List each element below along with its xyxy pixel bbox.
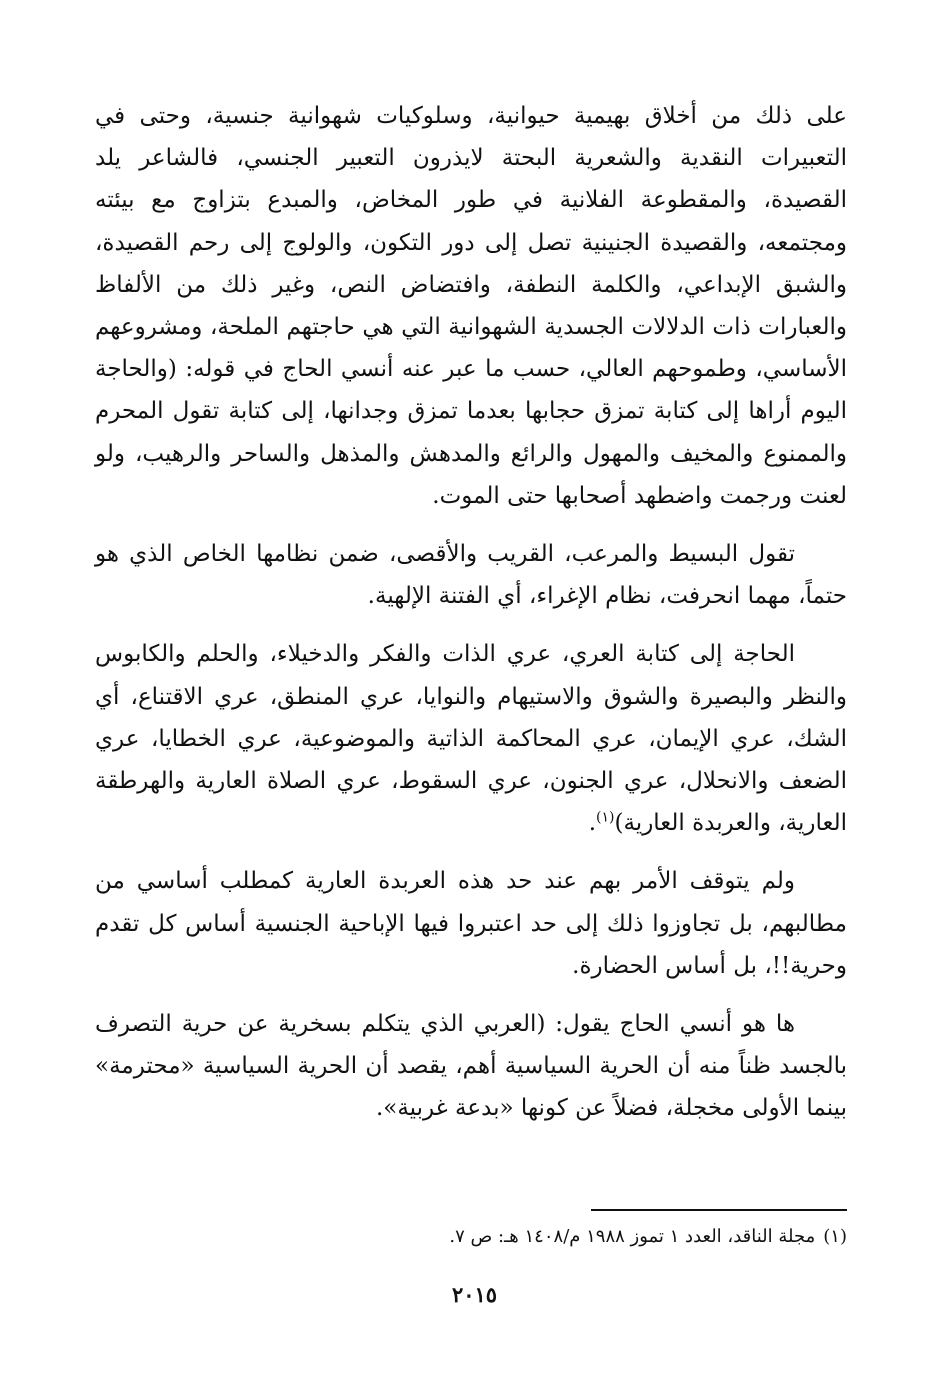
- paragraph-3-text: الحاجة إلى كتابة العري، عري الذات والفكر والدخيلاء، والحلم والكابوس والنظر والبصيرة والشوق والاستيهام والنوايا، عري المنطق، عري الاقتناع، أي الشك، عري الإيمان، عري المحاكمة الذاتية والموضوعية، عري الخطايا، عري الضعف والانحلال، عري الجنون، عري السقوط، عري الصلاة العارية والهرطقة العارية، والعربدة العارية): [95, 641, 847, 837]
- page-number: ٢٠١٥: [451, 1282, 498, 1307]
- paragraph-3-tail: .: [588, 810, 597, 837]
- page-body: [95, 95, 847, 1130]
- paragraph-5: ها هو أنسي الحاج يقول: (العربي الذي يتكلم بسخرية عن حرية التصرف بالجسد ظناً منه أن الحرية السياسية أهم، يقصد أن الحرية السياسية «محترمة» بينما الأولى مخجلة، فضلاً عن كونها «بدعة غربية».: [95, 1011, 847, 1122]
- footnote-divider: [591, 1209, 847, 1211]
- footnote-reference: (١): [596, 809, 615, 826]
- footnote: [95, 1222, 847, 1252]
- paragraph-4: ولم يتوقف الأمر بهم عند حد هذه العربدة العارية كمطلب أساسي من مطالبهم، بل تجاوزوا ذلك إلى حد اعتبروا فيها الإباحية الجنسية أساس كل تقدم وحرية!!، بل أساس الحضارة.: [95, 868, 847, 979]
- paragraph-1: على ذلك من أخلاق بهيمية حيوانية، وسلوكيات شهوانية جنسية، وحتى في التعبيرات النقدية والشعرية البحتة لايذرون التعبير الجنسي، فالشاعر يلد القصيدة، والمقطوعة الفلانية في طور المخاض، والمبدع بتزاوج مع بيئته ومجتمعه، والقصيدة الجنينية تصل إلى دور التكون، والولوج إلى رحم القصيدة، والشبق الإبداعي، والكلمة النطفة، وافتضاض النص، وغير ذلك من الألفاظ والعبارات ذات الدلالات الجسدية الشهوانية التي هي حاجتهم الملحة، ومشروعهم الأساسي، وطموحهم العالي، حسب ما عبر عنه أنسي الحاج في قوله: (والحاجة اليوم أراها إلى كتابة تمزق حجابها بعدما تمزق وجدانها، إلى كتابة تقول المحرم والممنوع والمخيف والمهول والرائع والمدهش والمذهل والساحر والرهيب، ولو لعنت ورجمت واضطهد أصحابها حتى الموت.: [95, 103, 847, 509]
- paragraph-3: [95, 633, 847, 844]
- footnote-marker: (١): [823, 1226, 847, 1247]
- paragraph-2: تقول البسيط والمرعب، القريب والأقصى، ضمن نظامها الخاص الذي هو حتماً، مهما انحرفت، نظام الإغراء، أي الفتنة الإلهية.: [95, 541, 847, 610]
- footnote-text: مجلة الناقد، العدد ١ تموز ١٩٨٨ م/١٤٠٨ هـ: ص ٧.: [449, 1226, 816, 1247]
